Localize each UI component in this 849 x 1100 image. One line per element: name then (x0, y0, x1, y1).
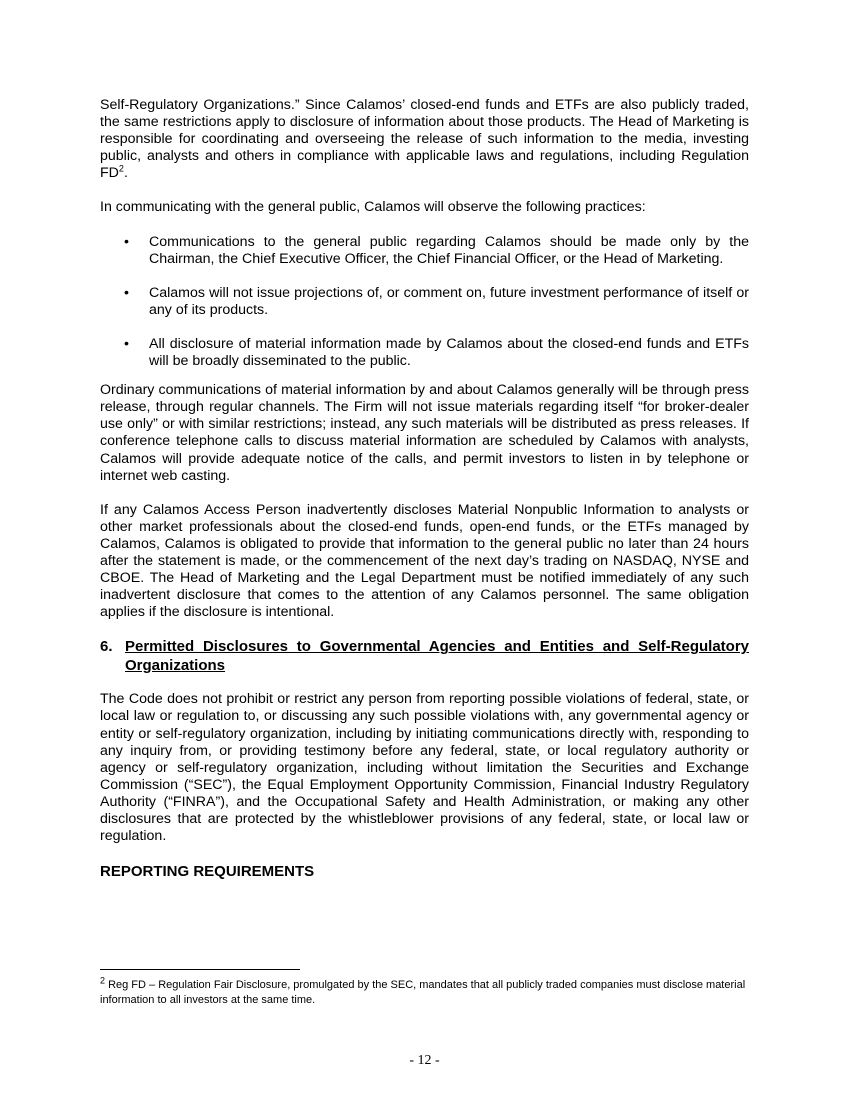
bullet-icon: • (124, 335, 129, 352)
list-item (100, 234, 749, 268)
paragraph-intro-text: Self-Regulatory Organizations.” Since Calamos’ closed-end funds and ETFs are also publicly traded, the same restrictions apply to disclosure of information about those products. The Head of Marketing is responsible for coordinating and overseeing the release of such information to the media, investing public, analysts and others in compliance with applicable laws and regulations, including Regulation FD (100, 97, 749, 182)
bullet-icon: • (124, 233, 129, 250)
reporting-requirements-heading: REPORTING REQUIREMENTS (100, 863, 315, 881)
practices-list (100, 234, 749, 371)
paragraph-intro-end: . (123, 165, 128, 182)
paragraph-inadvertent-disclosure: If any Calamos Access Person inadvertently discloses Material Nonpublic Information to analysts or other market professionals about the closed-end funds, open-end funds, or the ETFs managed by Calamos, Calamos is obligated to provide that information to the general public no later than 24 hours after the statement is made, or the commencement of the next day’s trading on NASDAQ, NYSE and CBOE. The Head of Marketing and the Legal Department must be notified immediately of any such inadvertent disclosure that comes to the attention of any Calamos personnel. The same obligation applies if the disclosure is intentional. (100, 501, 749, 621)
list-item-text: Calamos will not issue projections of, or comment on, future investment performance of itself or any of its products. (149, 284, 749, 318)
paragraph-section-6-body: The Code does not prohibit or restrict any person from reporting possible violations of federal, state, or local law or regulation to, or discussing any such possible violations with, any governmental agency or entity or self-regulatory organization, including by initiating communications directly with, responding to any inquiry from, or providing testimony before any federal, state, or local regulatory authority or agency or self-regulatory organization, including without limitation the Securities and Exchange Commission (“SEC”), the Equal Employment Opportunity Commission, Financial Industry Regulatory Authority (“FINRA”), and the Occupational Safety and Health Administration, or making any other disclosures that are protected by the whistleblower provisions of any federal, state, or local law or regulation. (100, 691, 749, 845)
footnote-text: Reg FD – Regulation Fair Disclosure, promulgated by the SEC, mandates that all publicly traded companies must disclose material information to all investors at the same time. (100, 979, 746, 1006)
footnote-marker: 2 (100, 975, 106, 986)
section-title: Permitted Disclosures to Governmental Agencies and Entities and Self-Regulatory Organizations (125, 638, 749, 674)
page-number: - 12 - (409, 1053, 440, 1068)
footnote-reference[interactable]: 2 (118, 163, 124, 174)
bullet-icon: • (124, 284, 129, 301)
list-item-text: All disclosure of material information made by Calamos about the closed-end funds and ETFs will be broadly disseminated to the public. (149, 335, 749, 370)
paragraph-intro-continued (100, 97, 749, 182)
document-body (100, 97, 749, 881)
paragraph-practices-lead: In communicating with the general public, Calamos will observe the following practices: (100, 199, 646, 216)
footnote-divider (100, 969, 300, 970)
paragraph-ordinary-communications: Ordinary communications of material information by and about Calamos generally will be through press release, through regular channels. The Firm will not issue materials regarding itself “for broker-dealer use only” or with similar restrictions; instead, any such materials will be distributed as press releases. If conference telephone calls to discuss material information are scheduled by Calamos with analysts, Calamos will provide adequate notice of the calls, and permit investors to listen in by telephone or internet web casting. (100, 382, 749, 484)
list-item (100, 285, 749, 319)
list-item-text: Communications to the general public regarding Calamos should be made only by the Chairman, the Chief Executive Officer, the Chief Financial Officer, or the Head of Marketing. (149, 233, 749, 267)
list-item (100, 336, 749, 370)
footnote (100, 975, 749, 1007)
section-6-heading (100, 638, 749, 675)
section-number: 6. (100, 638, 113, 656)
